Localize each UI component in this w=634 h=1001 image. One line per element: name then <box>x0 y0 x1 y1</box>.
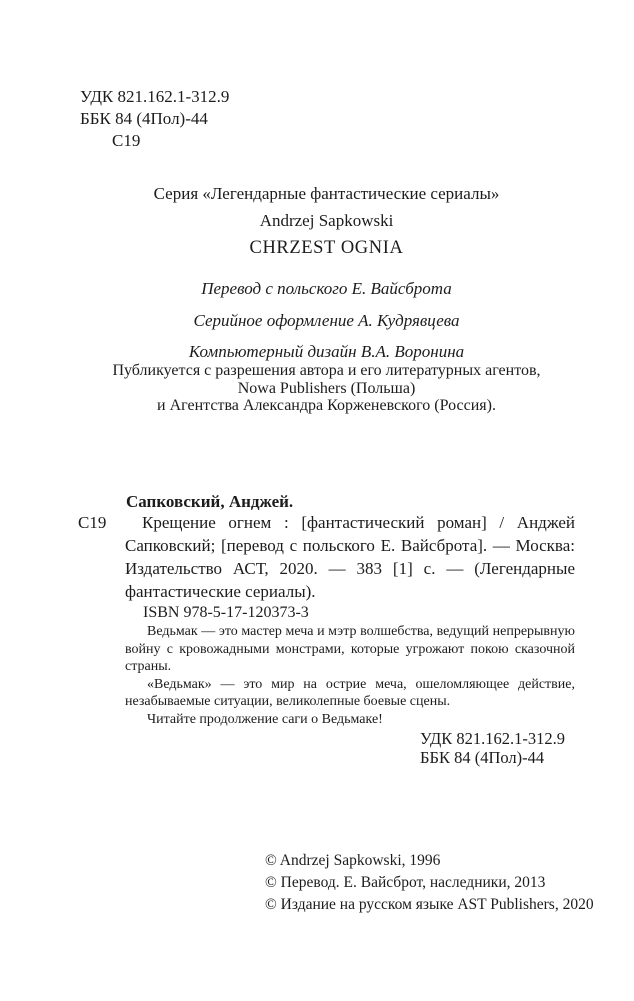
top-classification-block <box>80 86 229 152</box>
catalog-description-block <box>125 511 575 603</box>
catalog-author-header: Сапковский, Анджей. <box>126 492 294 511</box>
catalog-description: Крещение огнем : [фантастический роман] / Анджей Сапковский; [перевод с польского Е. Вайсброта]. — Москва: Издательство АСТ, 2020. — 383 [1] с. — (Легендарные фантастические сериалы). <box>125 513 575 601</box>
copyright-translation: © Перевод. Е. Вайсброт, наследники, 2013 <box>265 874 546 891</box>
series-title: Серия «Легендарные фантастические сериалы» <box>153 184 500 203</box>
copyright-publisher: © Издание на русском языке AST Publishers, 2020 <box>265 896 594 913</box>
annotation-paragraph-2: «Ведьмак» — это мир на острие меча, ошеломляющее действие, незабываемые ситуации, великолепные боевые сцены. <box>125 676 575 710</box>
credits-block <box>78 279 575 374</box>
udc-code: УДК 821.162.1-312.9 <box>80 87 230 106</box>
copyright-block <box>265 850 594 916</box>
series-design-credit: Серийное оформление А. Кудрявцева <box>193 310 460 330</box>
bottom-bbk-code: ББК 84 (4Пол)-44 <box>420 747 545 767</box>
rights-line-3: и Агентства Александра Корженевского (Россия). <box>157 397 496 414</box>
bottom-classification-block <box>420 730 565 767</box>
bbk-code: ББК 84 (4Пол)-44 <box>80 109 208 128</box>
rights-notice <box>78 362 575 415</box>
annotation-block <box>125 623 575 729</box>
author-name: Andrzej Sapkowski <box>259 211 394 230</box>
annotation-paragraph-3: Читайте продолжение саги о Ведьмаке! <box>147 711 383 727</box>
copyright-author: © Andrzej Sapkowski, 1996 <box>265 852 441 869</box>
rights-line-2: Nowa Publishers (Польша) <box>237 379 416 397</box>
isbn: ISBN 978-5-17-120373-3 <box>143 604 309 621</box>
catalog-margin-code: С19 <box>78 513 107 532</box>
computer-design-credit: Компьютерный дизайн В.А. Воронина <box>188 342 465 361</box>
bottom-udc-code: УДК 821.162.1-312.9 <box>420 729 566 748</box>
translation-credit: Перевод с польского Е. Вайсброта <box>201 279 452 298</box>
author-sign-code: С19 <box>112 131 141 150</box>
original-title: CHRZEST OGNIA <box>249 238 404 258</box>
rights-line-1: Публикуется с разрешения автора и его литературных агентов, <box>112 362 541 379</box>
annotation-paragraph-1: Ведьмак — это мастер меча и мэтр волшебства, ведущий непрерывную войну с кровожадными монстрами, которые угрожают покою сказочной страны. <box>125 624 575 675</box>
